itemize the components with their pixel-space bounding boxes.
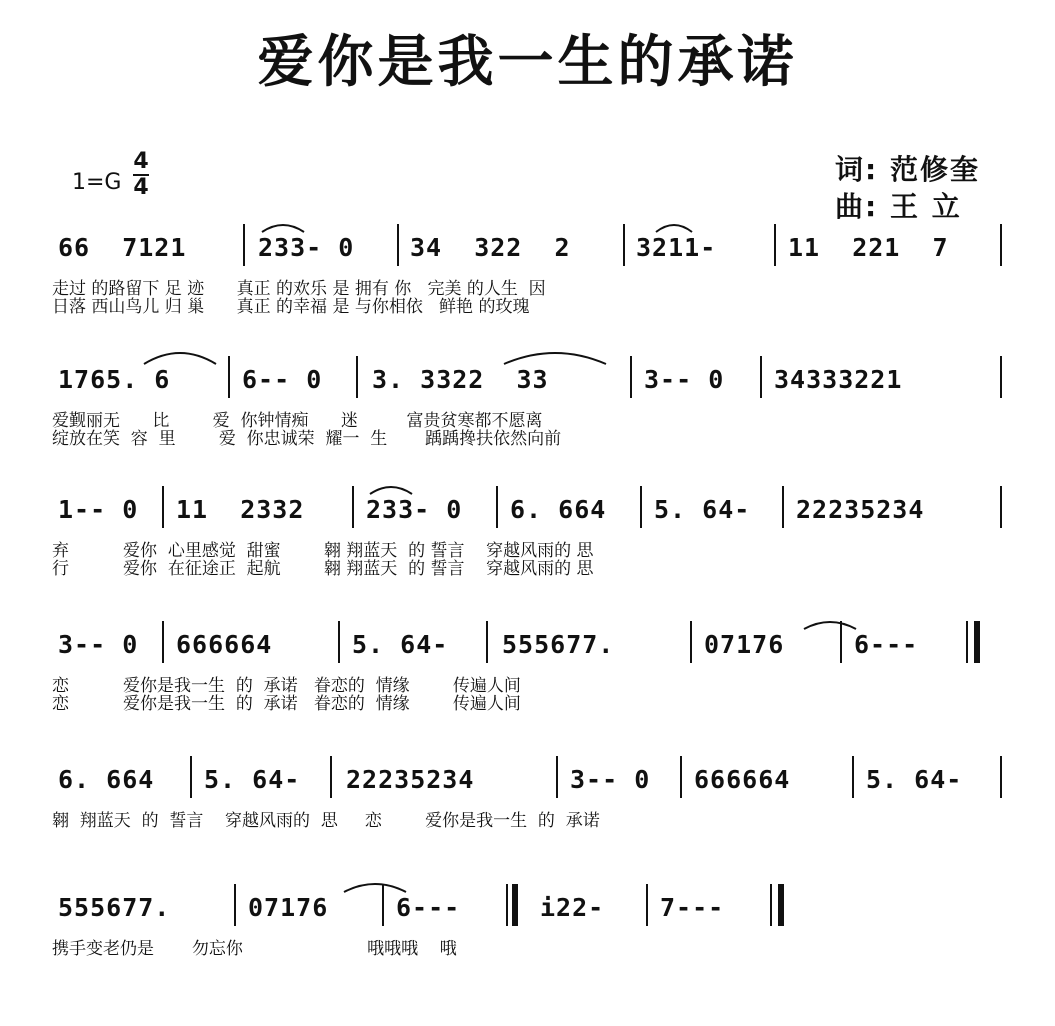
- measure: 3. 3322 33: [372, 365, 549, 394]
- measure: 6. 664: [510, 495, 607, 524]
- notes-row: [0, 490, 1055, 530]
- measure: 5. 64-: [204, 765, 301, 794]
- barline: [228, 356, 230, 398]
- lyrics: 翱 翔蓝天 的 誓言 穿越风雨的 思 恋 爱你是我一生 的 承诺: [52, 811, 600, 831]
- barline: [486, 621, 488, 663]
- measure: 233- 0: [366, 495, 463, 524]
- tie-slur: [340, 878, 410, 894]
- barline: [852, 756, 854, 798]
- notes-row: [0, 760, 1055, 800]
- barline: [162, 486, 164, 528]
- tie-slur: [366, 482, 416, 496]
- lyricist-credit: 词: 范修奎: [835, 153, 980, 186]
- measure: 22235234: [796, 495, 925, 524]
- barline: [1000, 356, 1002, 398]
- repeat-barline: [506, 884, 508, 926]
- tie-slur: [140, 346, 220, 366]
- time-signature-bottom: 4: [133, 175, 149, 200]
- notes-row: [0, 360, 1055, 400]
- barline: [760, 356, 762, 398]
- barline: [782, 486, 784, 528]
- notes-row: [0, 888, 1055, 928]
- barline: [1000, 224, 1002, 266]
- repeat-barline-thick: [512, 884, 518, 926]
- lyrics-verse-2: 行 爱你 在征途正 起航 翱 翔蓝天 的 誓言 穿越风雨的 思: [52, 559, 594, 579]
- composer-credit: 曲: 王 立: [835, 190, 962, 223]
- barline: [338, 621, 340, 663]
- final-barline: [770, 884, 772, 926]
- barline: [1000, 486, 1002, 528]
- barline: [630, 356, 632, 398]
- lyrics-verse-1: 走过 的路留下 足 迹 真正 的欢乐 是 拥有 你 完美 的人生 因: [52, 279, 546, 299]
- lyrics-verse-1: 爱觐丽无 比 爱 你钟情痴 迷 富贵贫寒都不愿离: [52, 411, 543, 431]
- notes-row: [0, 625, 1055, 665]
- barline: [330, 756, 332, 798]
- notes-row: [0, 228, 1055, 268]
- final-barline-thick: [778, 884, 784, 926]
- barline: [690, 621, 692, 663]
- repeat-barline: [966, 621, 968, 663]
- measure: 3211-: [636, 233, 717, 262]
- measure: 5. 64-: [866, 765, 963, 794]
- measure: 11 221 7: [788, 233, 949, 262]
- measure: 34 322 2: [410, 233, 571, 262]
- measure: i22-: [540, 893, 605, 922]
- measure: 3-- 0: [58, 630, 139, 659]
- measure: 6---: [396, 893, 461, 922]
- barline: [243, 224, 245, 266]
- barline: [556, 756, 558, 798]
- measure: 5. 64-: [654, 495, 751, 524]
- barline: [496, 486, 498, 528]
- measure: 555677.: [58, 893, 171, 922]
- lyrics-verse-2: 恋 爱你是我一生 的 承诺 眷恋的 情缘 传遍人间: [52, 694, 521, 714]
- barline: [646, 884, 648, 926]
- tie-slur: [258, 220, 308, 234]
- measure: 6---: [854, 630, 919, 659]
- measure: 11 2332: [176, 495, 305, 524]
- time-signature-top: 4: [133, 149, 149, 174]
- lyrics: 携手变老仍是 勿忘你 哦哦哦 哦: [52, 939, 457, 959]
- tie-slur: [500, 346, 610, 366]
- lyrics-verse-2: 日落 西山鸟儿 归 巢 真正 的幸福 是 与你相依 鲜艳 的玫瑰: [52, 297, 530, 317]
- tie-slur: [800, 617, 860, 631]
- measure: 66 7121: [58, 233, 187, 262]
- time-signature: [130, 150, 152, 200]
- lyrics-verse-1: 弃 爱你 心里感觉 甜蜜 翱 翔蓝天 的 誓言 穿越风雨的 思: [52, 541, 594, 561]
- measure: 7---: [660, 893, 725, 922]
- measure: 5. 64-: [352, 630, 449, 659]
- barline: [190, 756, 192, 798]
- measure: 1765. 6: [58, 365, 171, 394]
- measure: 6. 664: [58, 765, 155, 794]
- barline: [1000, 756, 1002, 798]
- measure: 6-- 0: [242, 365, 323, 394]
- lyrics-verse-2: 绽放在笑 容 里 爱 你忠诚荣 耀一 生 踽踽搀扶依然向前: [52, 429, 562, 449]
- barline: [234, 884, 236, 926]
- measure: 1-- 0: [58, 495, 139, 524]
- barline: [680, 756, 682, 798]
- barline: [356, 356, 358, 398]
- barline: [397, 224, 399, 266]
- measure: 555677.: [502, 630, 615, 659]
- measure: 666664: [694, 765, 791, 794]
- measure: 22235234: [346, 765, 475, 794]
- repeat-barline-thick: [974, 621, 980, 663]
- measure: 34333221: [774, 365, 903, 394]
- measure: 3-- 0: [644, 365, 725, 394]
- measure: 07176: [248, 893, 329, 922]
- barline: [352, 486, 354, 528]
- barline: [623, 224, 625, 266]
- barline: [640, 486, 642, 528]
- measure: 3-- 0: [570, 765, 651, 794]
- song-title: 爱你是我一生的承诺: [257, 29, 798, 95]
- key-signature: 1=G: [72, 170, 122, 195]
- barline: [162, 621, 164, 663]
- lyrics-verse-1: 恋 爱你是我一生 的 承诺 眷恋的 情缘 传遍人间: [52, 676, 521, 696]
- measure: 666664: [176, 630, 273, 659]
- tie-slur: [636, 220, 696, 234]
- measure: 07176: [704, 630, 785, 659]
- measure: 233- 0: [258, 233, 355, 262]
- barline: [774, 224, 776, 266]
